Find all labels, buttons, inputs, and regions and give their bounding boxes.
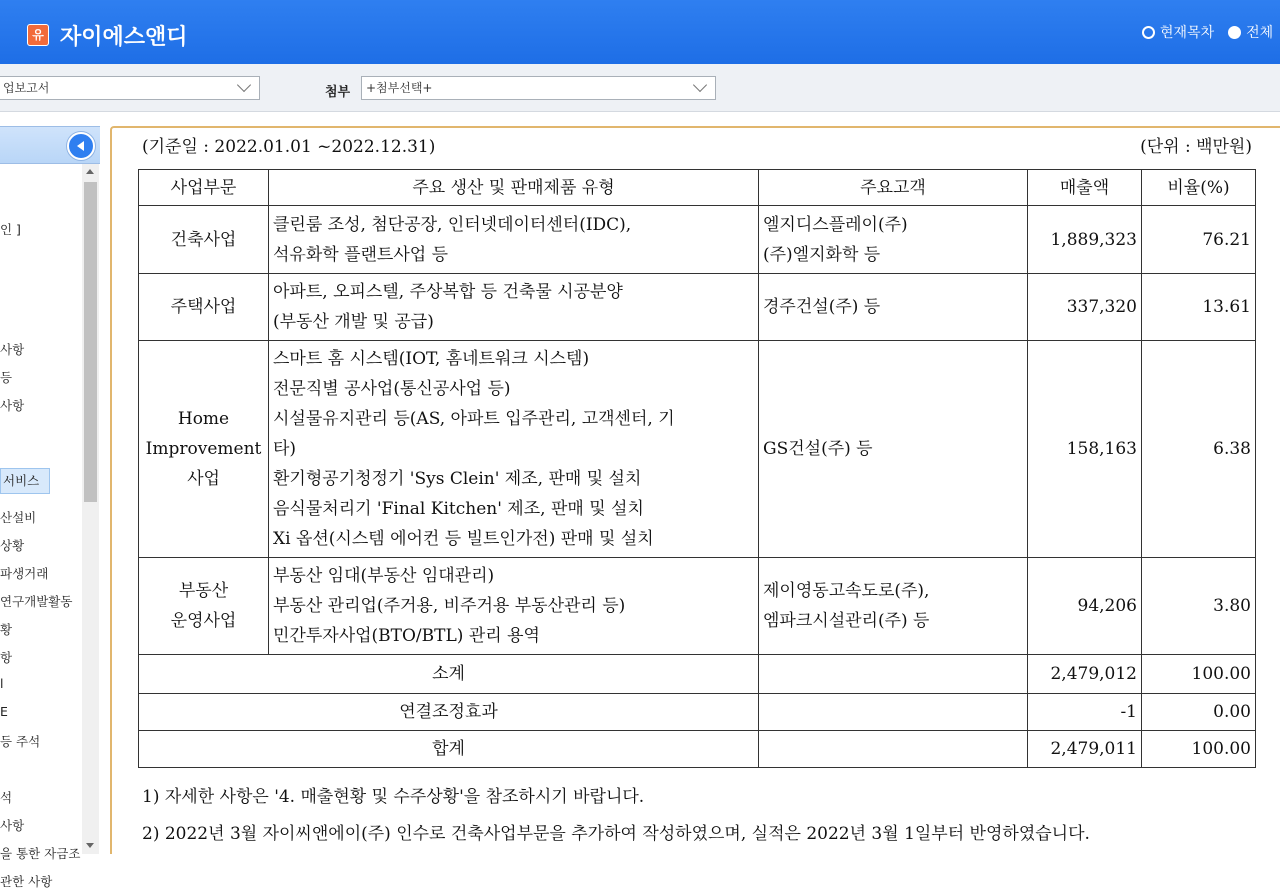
table-row bbox=[139, 274, 1256, 341]
subtotal-row bbox=[139, 655, 1256, 694]
base-date-range: (기준일 : 2022.01.01 ~2022.12.31) bbox=[142, 137, 436, 157]
ratio-cell: 3.80 bbox=[1142, 558, 1256, 655]
products-cell bbox=[269, 558, 759, 655]
customers-cell bbox=[759, 558, 1028, 655]
radio-all-label: 전체 bbox=[1246, 25, 1274, 41]
cell-line: 음식물처리기 'Final Kitchen' 제조, 판매 및 설치 bbox=[273, 499, 644, 519]
sidebar-item[interactable]: 항 bbox=[0, 650, 13, 665]
cell-line: 타) bbox=[273, 439, 297, 459]
app-header bbox=[0, 0, 1280, 64]
cell-line: 엠파크시설관리(주) 등 bbox=[763, 611, 930, 631]
cell-line: 클린룸 조성, 첨단공장, 인터넷데이터센터(IDC), bbox=[273, 214, 632, 235]
header-sales: 매출액 bbox=[1028, 170, 1142, 206]
sidebar-item[interactable]: 등 주석 bbox=[0, 734, 41, 749]
sidebar-item[interactable]: 인 ] bbox=[0, 222, 21, 237]
header-customers: 주요고객 bbox=[759, 170, 1028, 206]
cell-line: 건축사업 bbox=[170, 229, 237, 250]
sidebar-item[interactable]: 연구개발활동 bbox=[0, 594, 73, 609]
sidebar-item[interactable]: 사항 bbox=[0, 818, 25, 833]
cell-line: 시설물유지관리 등(AS, 아파트 입주관리, 고객센터, 기 bbox=[273, 409, 675, 429]
segment-cell bbox=[139, 341, 269, 558]
header-segment: 사업부문 bbox=[139, 170, 269, 206]
chevron-down-icon bbox=[693, 78, 707, 92]
report-select[interactable] bbox=[0, 76, 260, 100]
adjustment-empty-cell bbox=[759, 694, 1028, 731]
products-cell bbox=[269, 206, 759, 274]
segment-cell bbox=[139, 206, 269, 274]
adjustment-sales: -1 bbox=[1028, 694, 1142, 731]
chevron-down-icon bbox=[237, 78, 251, 92]
sidebar-item[interactable]: E bbox=[0, 704, 8, 719]
cell-line: 사업 bbox=[187, 469, 220, 489]
customers-cell bbox=[759, 274, 1028, 341]
total-label: 합계 bbox=[139, 731, 759, 768]
sidebar-item[interactable]: 석 bbox=[0, 790, 13, 805]
cell-line: Home bbox=[177, 409, 230, 429]
total-sales: 2,479,011 bbox=[1028, 731, 1142, 768]
scroll-up-arrow-icon[interactable] bbox=[82, 164, 99, 181]
sidebar-item[interactable]: 사항 bbox=[0, 398, 25, 413]
total-ratio: 100.00 bbox=[1142, 731, 1256, 768]
header-ratio: 비율(%) bbox=[1142, 170, 1256, 206]
cell-line: 민간투자사업(BTO/BTL) 관리 용역 bbox=[273, 626, 540, 646]
toolbar bbox=[0, 64, 1280, 112]
sidebar-item[interactable]: l bbox=[0, 676, 4, 691]
header-products: 주요 생산 및 판매제품 유형 bbox=[269, 170, 759, 206]
footnote-2: 2) 2022년 3월 자이씨앤에이(주) 인수로 건축사업부문을 추가하여 작성하였으며, 실적은 2022년 3월 1일부터 반영하였습니다. bbox=[142, 824, 1090, 844]
total-row bbox=[139, 731, 1256, 768]
cell-line: 제이영동고속도로(주), bbox=[763, 581, 930, 601]
subtotal-ratio: 100.00 bbox=[1142, 655, 1256, 694]
subtotal-empty-cell bbox=[759, 655, 1028, 694]
cell-line: 주택사업 bbox=[170, 297, 237, 317]
cell-line: (주)엘지화학 등 bbox=[763, 244, 881, 265]
unit-label: (단위 : 백만원) bbox=[1140, 137, 1252, 157]
table-row bbox=[139, 341, 1256, 558]
attach-label: 첨부 bbox=[325, 85, 351, 100]
scroll-down-arrow-icon[interactable] bbox=[82, 837, 99, 854]
scroll-thumb[interactable] bbox=[84, 182, 97, 502]
radio-all[interactable] bbox=[1228, 22, 1273, 42]
customers-cell bbox=[759, 341, 1028, 558]
cell-line: 환기형공기청정기 'Sys Clein' 제조, 판매 및 설치 bbox=[273, 469, 642, 489]
adjustment-label: 연결조정효과 bbox=[139, 694, 759, 731]
report-select-value: 업보고서 bbox=[3, 81, 50, 95]
adjustment-ratio: 0.00 bbox=[1142, 694, 1256, 731]
subtotal-sales: 2,479,012 bbox=[1028, 655, 1142, 694]
segment-cell bbox=[139, 274, 269, 341]
cell-line: 경주건설(주) 등 bbox=[763, 297, 881, 317]
customers-cell bbox=[759, 206, 1028, 274]
attach-select[interactable] bbox=[361, 76, 716, 100]
radio-circle-icon[interactable] bbox=[1142, 26, 1155, 39]
cell-line: 부동산 임대(부동산 임대관리) bbox=[273, 566, 495, 586]
cell-line: (부동산 개발 및 공급) bbox=[273, 312, 434, 332]
footnote-1: 1) 자세한 사항은 '4. 매출현황 및 수주상황'을 참조하시기 바랍니다. bbox=[142, 787, 645, 807]
sidebar-scrollbar[interactable] bbox=[82, 164, 99, 854]
company-name: 자이에스앤디 bbox=[60, 25, 188, 50]
toc-sidebar bbox=[0, 126, 100, 889]
attach-select-value: +첨부선택+ bbox=[366, 81, 433, 95]
cell-line: 전문직별 공사업(통신공사업 등) bbox=[273, 379, 511, 399]
table-header-row bbox=[139, 170, 1256, 206]
ratio-cell: 76.21 bbox=[1142, 206, 1256, 274]
sidebar-item[interactable]: 을 통한 자금조 bbox=[0, 846, 81, 861]
cell-line: GS건설(주) 등 bbox=[763, 439, 873, 459]
sidebar-item[interactable]: 등 bbox=[0, 370, 13, 385]
sidebar-item[interactable]: 상황 bbox=[0, 538, 25, 553]
table-row bbox=[139, 206, 1256, 274]
sales-by-segment-table bbox=[138, 169, 1256, 768]
cell-line: 운영사업 bbox=[170, 611, 237, 631]
sales-cell: 158,163 bbox=[1028, 341, 1142, 558]
sales-cell: 94,206 bbox=[1028, 558, 1142, 655]
collapse-sidebar-button[interactable] bbox=[67, 132, 95, 160]
sidebar-item[interactable]: 관한 사항 bbox=[0, 874, 53, 889]
products-cell bbox=[269, 274, 759, 341]
sidebar-header bbox=[0, 126, 100, 164]
company-logo-badge: 유 bbox=[27, 24, 49, 46]
sales-cell: 337,320 bbox=[1028, 274, 1142, 341]
sidebar-item[interactable]: 파생거래 bbox=[0, 566, 49, 581]
radio-current-toc-label: 현재목차 bbox=[1160, 25, 1215, 41]
ratio-cell: 13.61 bbox=[1142, 274, 1256, 341]
sidebar-item[interactable]: 산설비 bbox=[0, 510, 37, 525]
total-empty-cell bbox=[759, 731, 1028, 768]
subtotal-label: 소계 bbox=[139, 655, 759, 694]
cell-line: 부동산 bbox=[178, 581, 229, 601]
cell-line: 석유화학 플랜트사업 등 bbox=[273, 244, 449, 265]
cell-line: 스마트 홈 시스템(IOT, 홈네트워크 시스템) bbox=[273, 349, 590, 369]
cell-line: Xi 옵션(시스템 에어컨 등 빌트인가전) 판매 및 설치 bbox=[273, 529, 654, 549]
sidebar-item[interactable]: 사항 bbox=[0, 342, 25, 357]
sidebar-item[interactable]: 서비스 bbox=[0, 468, 50, 494]
cell-line: 부동산 관리업(주거용, 비주거용 부동산관리 등) bbox=[273, 596, 626, 616]
sidebar-item[interactable]: 황 bbox=[0, 622, 13, 637]
cell-line: 엘지디스플레이(주) bbox=[763, 214, 908, 235]
sales-cell: 1,889,323 bbox=[1028, 206, 1142, 274]
radio-circle-icon[interactable] bbox=[1228, 26, 1241, 39]
table-row bbox=[139, 558, 1256, 655]
toc-scope-radio-group bbox=[1142, 22, 1273, 42]
cell-line: Improvement bbox=[145, 439, 262, 459]
radio-current-toc[interactable] bbox=[1142, 22, 1214, 42]
products-cell bbox=[269, 341, 759, 558]
toc-list bbox=[0, 164, 82, 889]
adjustment-row bbox=[139, 694, 1256, 731]
cell-line: 아파트, 오피스텔, 주상복합 등 건축물 시공분양 bbox=[273, 282, 623, 302]
segment-cell bbox=[139, 558, 269, 655]
ratio-cell: 6.38 bbox=[1142, 341, 1256, 558]
